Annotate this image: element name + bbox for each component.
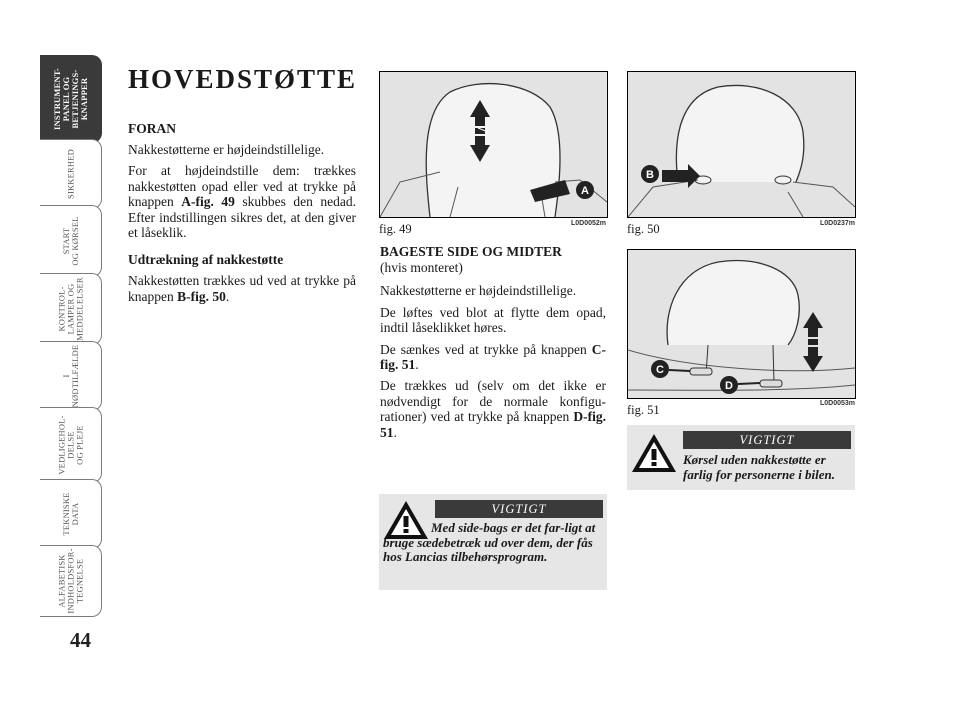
warning-text: Kørsel uden nakkestøtte er farlig for personerne i bilen. — [683, 452, 836, 482]
paragraph — [128, 273, 356, 304]
tab-label: I NØDTILFÆLDE — [60, 344, 80, 408]
marker-label: D — [725, 380, 733, 392]
marker-label: B — [646, 169, 654, 181]
marker-label: C — [656, 364, 664, 376]
tab-label: ALFABETISK INDHOLDSFOR- TEGNELSE — [56, 548, 84, 614]
marker-label: A — [581, 185, 589, 197]
figure-code: L0D0053m — [820, 400, 856, 407]
figure-reference: D-fig. 51 — [380, 409, 606, 440]
paragraph: (hvis monteret) — [380, 260, 463, 275]
text-run: . — [393, 424, 397, 440]
warning-triangle-icon — [631, 433, 677, 473]
figure-50-image — [627, 71, 856, 218]
figure-caption: fig. 49 — [379, 222, 412, 236]
figure-49-image — [379, 71, 608, 218]
tab-start-og-korsel[interactable] — [40, 205, 102, 277]
text-run: . — [225, 288, 230, 304]
figure-reference: A-fig. 49 — [181, 194, 235, 210]
middle-column — [380, 244, 606, 446]
figure-reference: C-fig. 51 — [380, 341, 606, 373]
warning-box-headrest — [627, 425, 855, 490]
text-run: For at højdeindstille dem: trækkes nakkestøtten opad eller ved at trykke på knappen — [128, 163, 356, 210]
left-column — [128, 64, 356, 310]
paragraph: Nakkestøtterne er højdeindstillelige. — [380, 283, 577, 299]
section-heading: BAGESTE SIDE OG MIDTER — [380, 244, 562, 259]
tab-label: TEKNISKE DATA — [60, 492, 80, 536]
sub-heading: Udtrækning af nakkestøtte — [128, 252, 284, 268]
text-run: . — [415, 357, 419, 373]
figure-caption: fig. 51 — [627, 403, 660, 417]
tab-instrumentpanel[interactable] — [40, 55, 102, 143]
paragraph — [380, 342, 606, 373]
tab-alfabetisk-indhold[interactable] — [40, 545, 102, 617]
tab-label: VEDLIGEHOL- DELSE OG PLEJE — [56, 415, 84, 475]
tab-label: SIKKERHED — [65, 149, 75, 199]
rear-headrest-illustration — [628, 250, 855, 398]
tab-i-nodtilfaelde[interactable] — [40, 341, 102, 411]
tab-sikkerhed[interactable] — [40, 139, 102, 209]
figure-51-image — [627, 249, 856, 399]
tab-vedligeholdelse[interactable] — [40, 407, 102, 483]
paragraph: De løftes ved blot at flytte dem opad, indtil låseklikket høres. — [380, 304, 606, 336]
headrest-illustration — [380, 72, 607, 217]
tab-label: KONTROL- LAMPER OG MEDDELELSER — [56, 277, 84, 341]
tab-kontrollamper[interactable] — [40, 273, 102, 345]
text-run: Nakkestøtten trækkes ud ved at trykke på knappen — [128, 273, 356, 304]
tab-label: INSTRUMENT- PANEL OG BETJENINGS- KNAPPER — [51, 68, 89, 130]
text-run: De sænkes ved at trykke på knappen — [380, 341, 592, 357]
figure-code: L0D0052m — [571, 220, 607, 227]
warning-text: Med side-bags er det far-ligt at bruge sædebetræk ud over dem, der fås hos Lancias tilbehørsprogram. — [383, 520, 596, 564]
paragraph — [380, 378, 606, 440]
tab-tekniske-data[interactable] — [40, 479, 102, 549]
tab-label: START OG KØRSEL — [60, 216, 80, 266]
figure-reference: B-fig. 50 — [177, 288, 226, 304]
figure-caption: fig. 50 — [627, 222, 660, 236]
page-title: HOVEDSTØTTE — [128, 64, 358, 94]
text-run: skubbes den nedad. Efter indstillingen sikres det, at den giver et låseklik. — [128, 194, 356, 241]
text-run: De trækkes ud (selv om det ikke er nødvendigt for de normale konfigu-rationer) ved at trykke på knappen — [380, 378, 606, 425]
warning-heading: VIGTIGT — [435, 500, 603, 518]
figure-code: L0D0237m — [820, 220, 856, 227]
paragraph — [128, 163, 356, 240]
warning-box-sidebags — [379, 494, 607, 590]
warning-heading: VIGTIGT — [683, 431, 851, 449]
page-number: 44 — [70, 628, 91, 652]
section-heading: FORAN — [128, 121, 176, 136]
headrest-illustration — [628, 72, 855, 217]
paragraph: Nakkestøtterne er højdeindstillelige. — [128, 142, 325, 157]
